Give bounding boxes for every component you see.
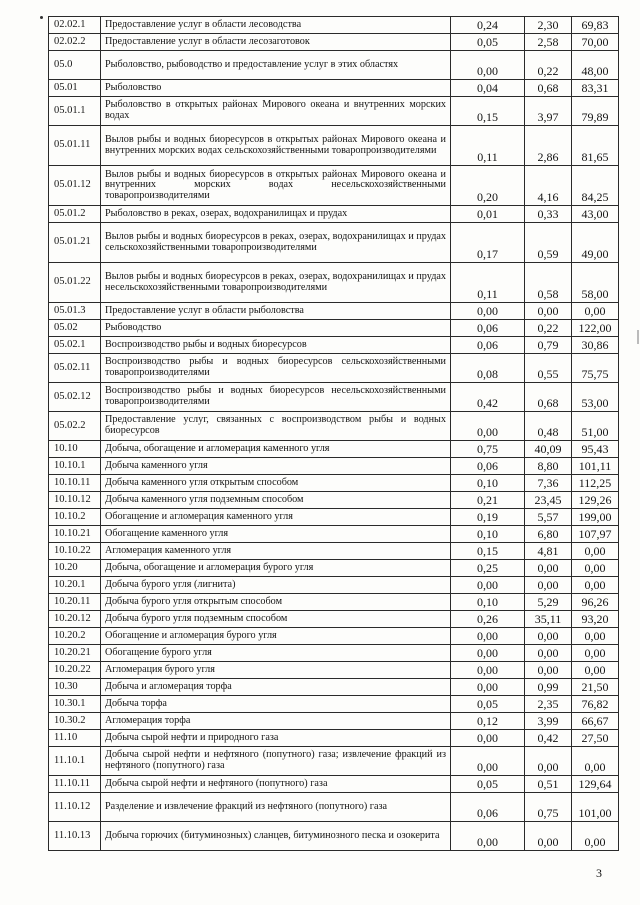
row-value-3: 49,00 [572, 223, 619, 263]
row-value-1: 0,11 [451, 126, 525, 166]
table-row [49, 223, 619, 263]
row-value-2: 0,00 [525, 662, 572, 679]
row-value-3: 43,00 [572, 206, 619, 223]
row-description: Добыча бурого угля (лигнита) [101, 577, 451, 594]
table-row [49, 560, 619, 577]
row-description: Предоставление услуг, связанных с воспроизводством рыбы и водных биоресурсов [101, 412, 451, 441]
row-description: Обогащение каменного угля [101, 526, 451, 543]
row-value-3: 75,75 [572, 354, 619, 383]
row-code: 10.20.1 [49, 577, 101, 594]
table-row [49, 509, 619, 526]
row-value-2: 0,51 [525, 776, 572, 793]
row-description: Воспроизводство рыбы и водных биоресурсов несельскохозяйственными товаропроизводителями [101, 383, 451, 412]
row-value-1: 0,15 [451, 543, 525, 560]
table-row [49, 51, 619, 80]
row-code: 05.01.3 [49, 303, 101, 320]
row-description: Добыча бурого угля открытым способом [101, 594, 451, 611]
row-description: Обогащение и агломерация бурого угля [101, 628, 451, 645]
row-code: 11.10 [49, 730, 101, 747]
row-value-1: 0,05 [451, 776, 525, 793]
row-value-1: 0,06 [451, 793, 525, 822]
table-row [49, 34, 619, 51]
row-value-3: 0,00 [572, 747, 619, 776]
row-value-3: 107,97 [572, 526, 619, 543]
table-row [49, 793, 619, 822]
row-value-1: 0,12 [451, 713, 525, 730]
row-value-1: 0,06 [451, 337, 525, 354]
row-value-3: 95,43 [572, 441, 619, 458]
row-description: Рыболовство [101, 80, 451, 97]
row-value-1: 0,00 [451, 577, 525, 594]
row-code: 11.10.11 [49, 776, 101, 793]
row-value-3: 0,00 [572, 822, 619, 851]
row-value-2: 4,16 [525, 166, 572, 206]
row-code: 05.02 [49, 320, 101, 337]
row-code: 10.20.2 [49, 628, 101, 645]
table-row [49, 80, 619, 97]
row-description: Обогащение и агломерация каменного угля [101, 509, 451, 526]
row-value-3: 51,00 [572, 412, 619, 441]
row-value-1: 0,75 [451, 441, 525, 458]
row-description: Рыболовство, рыбоводство и предоставление услуг в этих областях [101, 51, 451, 80]
row-value-1: 0,00 [451, 679, 525, 696]
row-value-2: 0,00 [525, 747, 572, 776]
row-code: 10.20.21 [49, 645, 101, 662]
row-value-3: 58,00 [572, 263, 619, 303]
row-value-2: 0,33 [525, 206, 572, 223]
table-row [49, 263, 619, 303]
row-description: Воспроизводство рыбы и водных биоресурсов сельскохозяйственными товаропроизводителями [101, 354, 451, 383]
table-body [49, 17, 619, 851]
row-code: 05.01.22 [49, 263, 101, 303]
row-value-1: 0,10 [451, 475, 525, 492]
row-code: 05.02.2 [49, 412, 101, 441]
row-value-2: 0,99 [525, 679, 572, 696]
row-description: Вылов рыбы и водных биоресурсов в реках, озерах, водохранилищах и прудах несельскохозяйственными товаропроизводителями [101, 263, 451, 303]
row-value-3: 30,86 [572, 337, 619, 354]
row-description: Рыболовство в реках, озерах, водохранилищах и прудах [101, 206, 451, 223]
row-description: Добыча торфа [101, 696, 451, 713]
row-value-2: 8,80 [525, 458, 572, 475]
row-value-2: 0,00 [525, 822, 572, 851]
row-value-2: 0,00 [525, 577, 572, 594]
row-value-1: 0,17 [451, 223, 525, 263]
row-code: 05.01.12 [49, 166, 101, 206]
row-description: Вылов рыбы и водных биоресурсов в реках, озерах, водохранилищах и прудах сельскохозяйственными товаропроизводителями [101, 223, 451, 263]
row-value-1: 0,00 [451, 730, 525, 747]
table-row [49, 337, 619, 354]
table-row [49, 730, 619, 747]
row-value-3: 0,00 [572, 303, 619, 320]
row-value-1: 0,01 [451, 206, 525, 223]
table-row [49, 458, 619, 475]
row-code: 10.20.22 [49, 662, 101, 679]
row-code: 05.01.11 [49, 126, 101, 166]
row-value-1: 0,00 [451, 303, 525, 320]
row-value-1: 0,24 [451, 17, 525, 34]
table-row [49, 679, 619, 696]
row-value-2: 0,75 [525, 793, 572, 822]
row-value-1: 0,05 [451, 34, 525, 51]
row-value-3: 93,20 [572, 611, 619, 628]
row-description: Добыча сырой нефти и природного газа [101, 730, 451, 747]
table-row [49, 320, 619, 337]
row-value-3: 0,00 [572, 560, 619, 577]
row-description: Рыбоводство [101, 320, 451, 337]
row-code: 10.10.22 [49, 543, 101, 560]
row-value-1: 0,08 [451, 354, 525, 383]
row-description: Вылов рыбы и водных биоресурсов в открытых районах Мирового океана и внутренних морских водах несельскохозяйственными товаропроизводителями [101, 166, 451, 206]
row-value-1: 0,00 [451, 747, 525, 776]
table-row [49, 628, 619, 645]
table-row [49, 206, 619, 223]
row-value-1: 0,00 [451, 51, 525, 80]
table-row [49, 713, 619, 730]
row-description: Агломерация торфа [101, 713, 451, 730]
row-value-2: 6,80 [525, 526, 572, 543]
row-value-2: 35,11 [525, 611, 572, 628]
row-description: Обогащение бурого угля [101, 645, 451, 662]
row-value-2: 7,36 [525, 475, 572, 492]
table-row [49, 383, 619, 412]
row-value-2: 23,45 [525, 492, 572, 509]
row-value-3: 199,00 [572, 509, 619, 526]
row-code: 10.10.21 [49, 526, 101, 543]
row-description: Добыча и агломерация торфа [101, 679, 451, 696]
row-value-3: 70,00 [572, 34, 619, 51]
scan-edge-mark [637, 330, 639, 344]
table-row [49, 645, 619, 662]
row-value-1: 0,26 [451, 611, 525, 628]
table-row [49, 696, 619, 713]
row-value-3: 53,00 [572, 383, 619, 412]
row-code: 05.01.21 [49, 223, 101, 263]
row-value-2: 0,55 [525, 354, 572, 383]
row-value-2: 0,00 [525, 645, 572, 662]
row-value-1: 0,00 [451, 822, 525, 851]
row-description: Добыча каменного угля подземным способом [101, 492, 451, 509]
table-row [49, 776, 619, 793]
table-row [49, 126, 619, 166]
row-code: 10.30 [49, 679, 101, 696]
row-value-1: 0,05 [451, 696, 525, 713]
row-value-1: 0,15 [451, 97, 525, 126]
row-code: 05.01.2 [49, 206, 101, 223]
table-row [49, 412, 619, 441]
row-code: 05.01.1 [49, 97, 101, 126]
row-description: Рыболовство в открытых районах Мирового океана и внутренних морских водах [101, 97, 451, 126]
row-code: 05.02.12 [49, 383, 101, 412]
row-code: 05.01 [49, 80, 101, 97]
row-code: 02.02.1 [49, 17, 101, 34]
row-description: Добыча каменного угля открытым способом [101, 475, 451, 492]
row-value-3: 0,00 [572, 662, 619, 679]
row-description: Предоставление услуг в области рыболовства [101, 303, 451, 320]
row-description: Предоставление услуг в области лесозаготовок [101, 34, 451, 51]
row-value-1: 0,21 [451, 492, 525, 509]
row-value-1: 0,10 [451, 594, 525, 611]
row-code: 10.30.1 [49, 696, 101, 713]
row-code: 10.10.2 [49, 509, 101, 526]
row-code: 10.10.12 [49, 492, 101, 509]
row-code: 05.02.11 [49, 354, 101, 383]
row-code: 11.10.1 [49, 747, 101, 776]
row-value-2: 5,57 [525, 509, 572, 526]
row-description: Агломерация бурого угля [101, 662, 451, 679]
row-value-3: 69,83 [572, 17, 619, 34]
row-value-2: 0,68 [525, 383, 572, 412]
row-value-2: 2,86 [525, 126, 572, 166]
scan-speck [40, 16, 43, 19]
row-value-3: 48,00 [572, 51, 619, 80]
row-value-3: 0,00 [572, 628, 619, 645]
row-value-2: 2,35 [525, 696, 572, 713]
row-value-3: 122,00 [572, 320, 619, 337]
table-row [49, 475, 619, 492]
row-value-1: 0,10 [451, 526, 525, 543]
row-code: 10.10 [49, 441, 101, 458]
table-row [49, 17, 619, 34]
table-row [49, 662, 619, 679]
row-code: 10.10.11 [49, 475, 101, 492]
row-description: Добыча сырой нефти и нефтяного (попутного) газа [101, 776, 451, 793]
row-description: Добыча горючих (битуминозных) сланцев, битуминозного песка и озокерита [101, 822, 451, 851]
classification-table [48, 16, 619, 851]
row-description: Добыча сырой нефти и нефтяного (попутного) газа; извлечение фракций из нефтяного (попутного) газа [101, 747, 451, 776]
row-value-2: 0,00 [525, 560, 572, 577]
row-value-1: 0,00 [451, 412, 525, 441]
row-value-1: 0,00 [451, 628, 525, 645]
row-value-3: 112,25 [572, 475, 619, 492]
row-value-1: 0,11 [451, 263, 525, 303]
row-value-2: 0,22 [525, 51, 572, 80]
row-description: Добыча, обогащение и агломерация каменного угля [101, 441, 451, 458]
row-value-2: 0,22 [525, 320, 572, 337]
table-row [49, 303, 619, 320]
row-value-3: 101,11 [572, 458, 619, 475]
row-value-3: 83,31 [572, 80, 619, 97]
row-value-3: 21,50 [572, 679, 619, 696]
row-value-1: 0,06 [451, 458, 525, 475]
row-value-1: 0,04 [451, 80, 525, 97]
row-code: 10.20.12 [49, 611, 101, 628]
table-row [49, 577, 619, 594]
row-value-3: 129,26 [572, 492, 619, 509]
row-value-1: 0,25 [451, 560, 525, 577]
row-value-2: 0,59 [525, 223, 572, 263]
row-value-3: 96,26 [572, 594, 619, 611]
table-row [49, 166, 619, 206]
table-row [49, 747, 619, 776]
table-row [49, 526, 619, 543]
row-code: 05.02.1 [49, 337, 101, 354]
row-value-3: 76,82 [572, 696, 619, 713]
table-row [49, 822, 619, 851]
table-row [49, 594, 619, 611]
row-value-3: 0,00 [572, 543, 619, 560]
row-value-2: 5,29 [525, 594, 572, 611]
row-description: Предоставление услуг в области лесоводства [101, 17, 451, 34]
row-value-2: 2,30 [525, 17, 572, 34]
row-value-2: 40,09 [525, 441, 572, 458]
row-value-2: 3,99 [525, 713, 572, 730]
row-value-2: 0,48 [525, 412, 572, 441]
row-value-3: 0,00 [572, 577, 619, 594]
row-description: Добыча, обогащение и агломерация бурого угля [101, 560, 451, 577]
row-value-2: 0,42 [525, 730, 572, 747]
row-value-1: 0,06 [451, 320, 525, 337]
row-description: Воспроизводство рыбы и водных биоресурсов [101, 337, 451, 354]
row-value-3: 27,50 [572, 730, 619, 747]
page-number: 3 [596, 866, 602, 880]
row-value-1: 0,00 [451, 645, 525, 662]
row-value-3: 79,89 [572, 97, 619, 126]
row-value-1: 0,20 [451, 166, 525, 206]
row-value-3: 0,00 [572, 645, 619, 662]
row-value-2: 0,00 [525, 628, 572, 645]
row-code: 10.10.1 [49, 458, 101, 475]
row-value-2: 2,58 [525, 34, 572, 51]
row-code: 11.10.13 [49, 822, 101, 851]
row-code: 11.10.12 [49, 793, 101, 822]
table-row [49, 492, 619, 509]
row-value-3: 101,00 [572, 793, 619, 822]
row-description: Разделение и извлечение фракций из нефтяного (попутного) газа [101, 793, 451, 822]
row-code: 02.02.2 [49, 34, 101, 51]
row-value-3: 81,65 [572, 126, 619, 166]
table-row [49, 354, 619, 383]
row-value-3: 66,67 [572, 713, 619, 730]
row-code: 10.20.11 [49, 594, 101, 611]
row-code: 10.20 [49, 560, 101, 577]
row-value-1: 0,42 [451, 383, 525, 412]
row-value-2: 0,58 [525, 263, 572, 303]
table-row [49, 611, 619, 628]
row-code: 05.0 [49, 51, 101, 80]
row-value-1: 0,19 [451, 509, 525, 526]
row-value-2: 0,79 [525, 337, 572, 354]
row-value-3: 129,64 [572, 776, 619, 793]
row-value-2: 4,81 [525, 543, 572, 560]
row-description: Добыча каменного угля [101, 458, 451, 475]
row-description: Агломерация каменного угля [101, 543, 451, 560]
row-value-3: 84,25 [572, 166, 619, 206]
table-row [49, 543, 619, 560]
row-value-2: 0,68 [525, 80, 572, 97]
table-row [49, 441, 619, 458]
row-description: Добыча бурого угля подземным способом [101, 611, 451, 628]
row-value-2: 0,00 [525, 303, 572, 320]
row-value-1: 0,00 [451, 662, 525, 679]
row-description: Вылов рыбы и водных биоресурсов в открытых районах Мирового океана и внутренних морских водах сельскохозяйственными товаропроизводителями [101, 126, 451, 166]
row-value-2: 3,97 [525, 97, 572, 126]
table-row [49, 97, 619, 126]
row-code: 10.30.2 [49, 713, 101, 730]
